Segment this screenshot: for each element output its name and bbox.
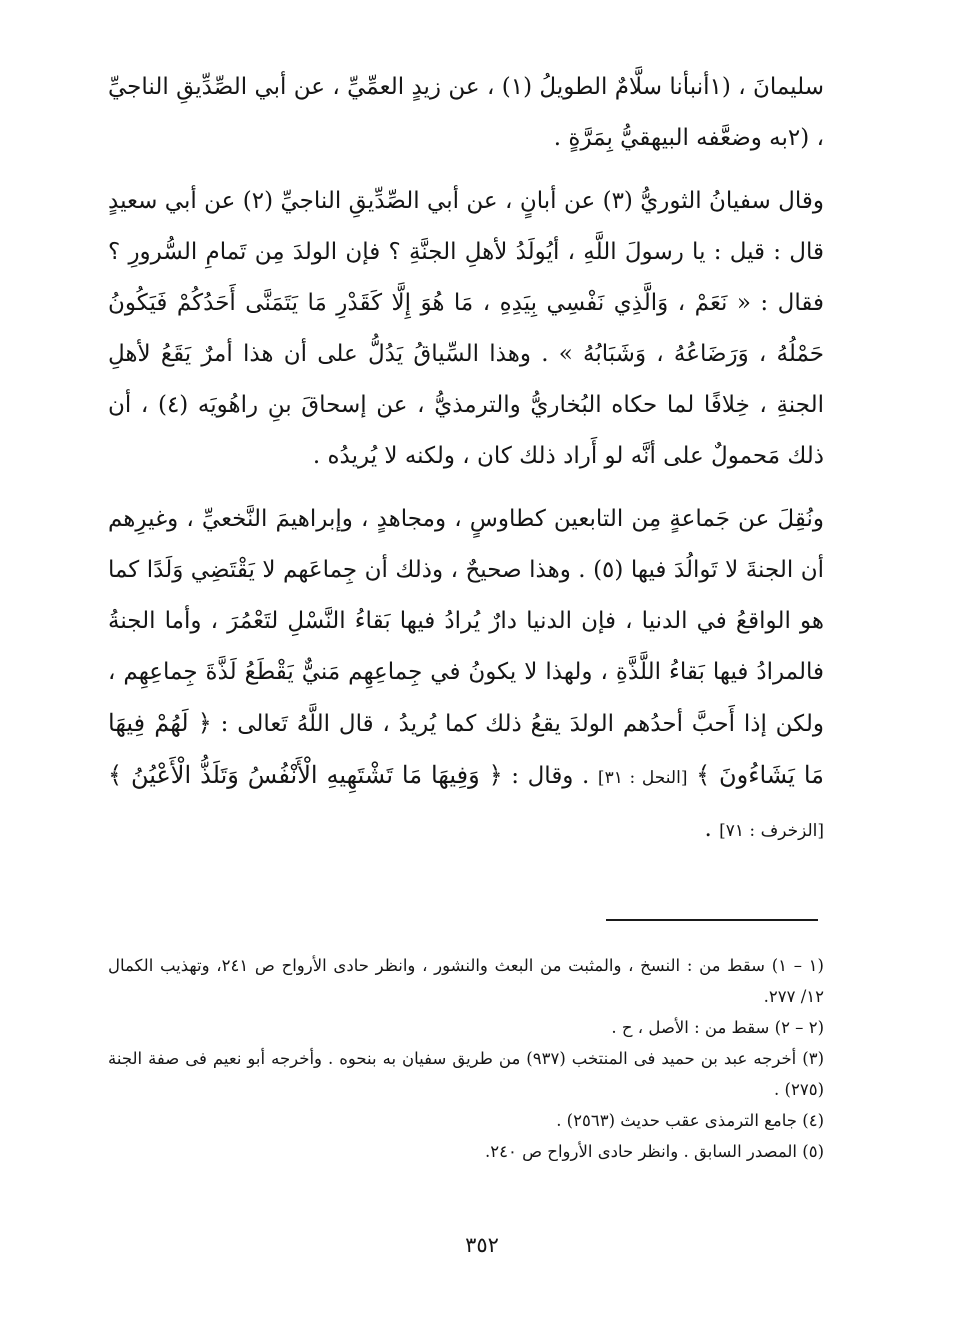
footnote-1: (١ – ١) سقط من : النسخ ، والمثبت من البعث والنشور ، وانظر حادى الأرواح ص ٢٤١، وتهذيب الكمال ١٢/ ٢٧٧.	[108, 956, 824, 1006]
main-text	[108, 62, 824, 857]
footnotes	[108, 950, 824, 1167]
paragraph-3-end: .	[704, 816, 720, 842]
paragraph-3	[108, 494, 824, 857]
footnote-2: (٢ – ٢) سقط من : الأصل ، ح .	[611, 1018, 824, 1037]
verse-1-reference: [النحل : ٣١]	[597, 768, 688, 788]
footnote-5: (٥) المصدر السابق . وانظر حادى الأرواح ص ٢٤٠.	[485, 1142, 824, 1161]
footnote-divider	[606, 919, 818, 921]
footnote-4: (٤) جامع الترمذى عقب حديث (٢٥٦٣) .	[556, 1111, 824, 1130]
page-number: ٣٥٢	[465, 1233, 499, 1257]
quran-verse-2: ﴿ وَفِيهَا مَا تَشْتَهِيهِ الْأَنْفُسُ وَتَلَذُّ الْأَعْيُنُ ﴾	[108, 761, 503, 789]
paragraph-2: وقال سفيانُ الثوريُّ (٣) عن أبانٍ ، عن أبي الصِّدِّيقِ الناجيِّ (٢) عن أبي سعيدٍ قال : قيل : يا رسولَ اللَّهِ ، أيُولَدُ لأهلِ الجنَّةِ ؟ فإن الولدَ مِن تَمامِ السُّرورِ ؟ فقال : « نَعَمْ ، وَالَّذِي نَفْسِي بِيَدِهِ ، مَا هُوَ إِلَّا كَقَدْرِ مَا يَتَمَنَّى أَحَدُكُمْ فَيَكُونُ حَمْلُهُ ، وَرَضَاعُهُ ، وَشَبَابُهُ » . وهذا السِّياقُ يَدُلُّ على أن هذا أمرٌ يَقَعُ لأهلِ الجنةِ ، خِلافًا لما حكاه البُخاريُّ والترمذيُّ ، عن إسحاقَ بنِ راهُويَه (٤) ، أن ذلك مَحمولٌ على أنَّه لو أَراد ذلك كان ، ولكنه لا يُريدُه .	[108, 188, 824, 469]
paragraph-3-connector: . وقال :	[502, 763, 598, 789]
quran-verse-1: ﴿ لَهُمْ فِيهَا مَا يَشَاءُونَ ﴾	[108, 709, 825, 789]
verse-2-reference: [الزخرف : ٧١]	[719, 821, 824, 841]
paragraph-1: سليمانَ ، (١أنبأنا سلَّامٌ الطويلُ (١) ، عن زيدٍ العمِّيِّ ، عن أبي الصِّدِّيقِ الناجيِّ ، (٢به وضعَّفه البيهقيُّ بِمَرَّةٍ .	[108, 74, 824, 151]
footnote-3: (٣) أخرجه عبد بن حميد فى المنتخب (٩٣٧) من طريق سفيان به بنحوه . وأخرجه أبو نعيم فى صفة الجنة (٢٧٥) .	[108, 1049, 825, 1099]
paragraph-3-text: ونُقِلَ عن جَماعةٍ مِن التابعين كطاوسٍ ، ومجاهدٍ ، وإبراهيمَ النَّخعيِّ ، وغيرِهم أن الجنةَ لا تَوالُدَ فيها (٥) . وهذا صحيحٌ ، وذلك أن جِماعَهم لا يَقْتَضِي وَلَدًا كما هو الواقعُ في الدنيا ، فإن الدنيا دارٌ يُرادُ فيها بَقاءُ النَّسْلِ لتَعْمُرَ ، وأما الجنةُ فالمرادُ فيها بَقاءُ اللَّذَّةِ ، ولهذا لا يكونُ في جِماعِهِم مَنيٌّ يَقْطَعُ لَذَّةَ جِماعِهِم ، ولكن إذا أَحبَّ أحدُهم الولدَ يقعُ ذلك كما يُريدُ ، قال اللَّهُ تَعالى :	[108, 506, 824, 737]
